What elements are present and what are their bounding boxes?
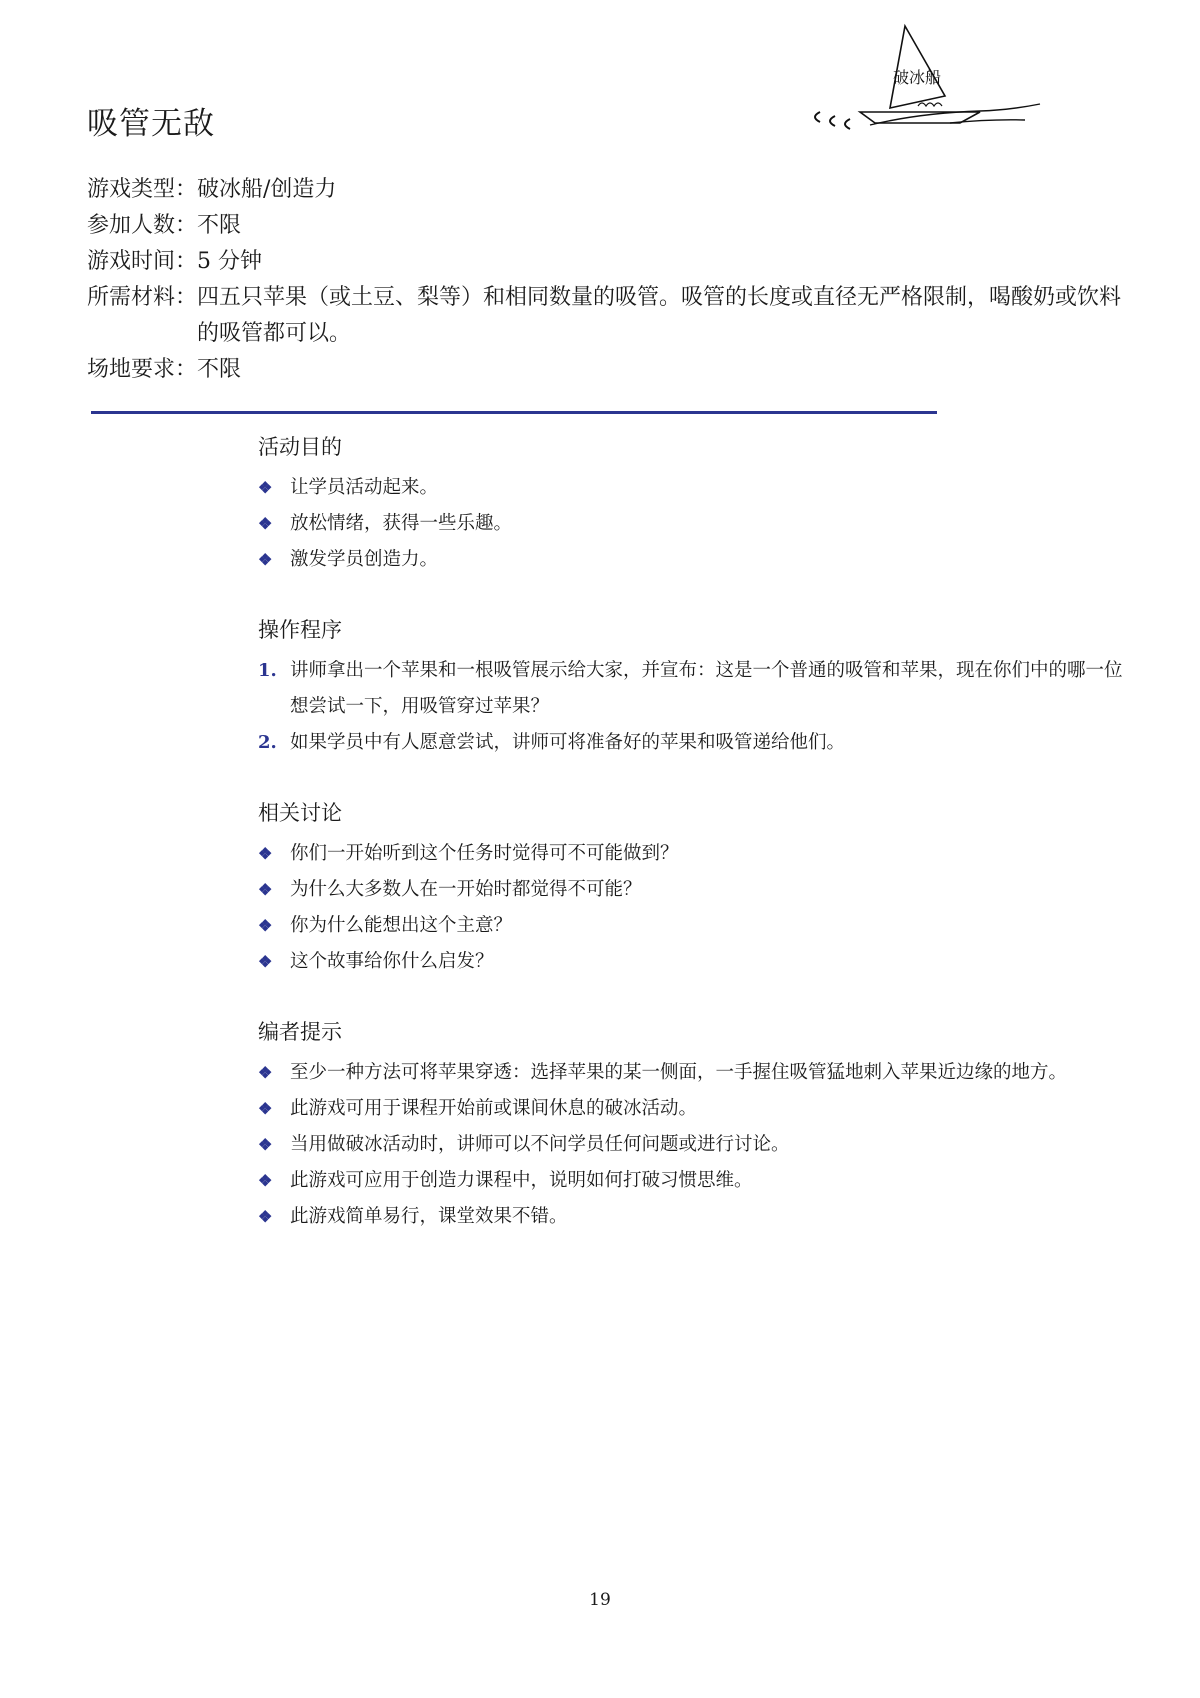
list-item [258, 1091, 1128, 1127]
diamond-bullet-icon: ❖ [258, 844, 273, 863]
page-number: 19 [589, 1590, 611, 1610]
list-item [258, 725, 1128, 761]
procedure-title: 操作程序 [258, 618, 342, 642]
list-item-text: 如果学员中有人愿意尝试，讲师可将准备好的苹果和吸管递给他们。 [290, 732, 846, 753]
purpose-title: 活动目的 [258, 435, 342, 459]
list-item-text: 激发学员创造力。 [290, 549, 439, 570]
list-item-text: 为什么大多数人在一开始时都觉得不可能？ [290, 879, 642, 900]
diamond-bullet-icon: ❖ [258, 1099, 273, 1118]
list-item-text: 你为什么能想出这个主意？ [290, 915, 513, 936]
list-item [258, 836, 1128, 872]
logo-text: 破冰船 [893, 68, 942, 87]
list-item-text: 至少一种方法可将苹果穿透：选择苹果的某一侧面，一手握住吸管猛地刺入苹果近边缘的地方。 [290, 1062, 1068, 1083]
list-item-text: 让学员活动起来。 [290, 477, 439, 498]
discussion-title: 相关讨论 [258, 801, 342, 825]
diamond-bullet-icon: ❖ [258, 916, 273, 935]
purpose-section [258, 432, 1128, 578]
boat-detail-icon [918, 103, 942, 106]
list-item-text: 讲师拿出一个苹果和一根吸管展示给大家，并宣布：这是一个普通的吸管和苹果，现在你们中的哪一位想尝试一下，用吸管穿过苹果？ [290, 660, 1123, 717]
list-item-text: 此游戏可应用于创造力课程中，说明如何打破习惯思维。 [290, 1170, 753, 1191]
procedure-section [258, 615, 1128, 761]
venue-row [87, 352, 1137, 388]
materials-label: 所需材料： [87, 285, 198, 310]
list-item-text: 放松情绪，获得一些乐趣。 [290, 513, 513, 534]
list-item [258, 944, 1128, 980]
list-item [258, 872, 1128, 908]
game-type-value: 破冰船/创造力 [197, 177, 337, 202]
list-item [258, 1163, 1128, 1199]
list-item [258, 1127, 1128, 1163]
participants-value: 不限 [197, 213, 242, 238]
section-divider [91, 411, 937, 414]
sail-icon [890, 26, 945, 108]
participants-label: 参加人数： [87, 213, 198, 238]
diamond-bullet-icon: ❖ [258, 550, 273, 569]
diamond-bullet-icon: ❖ [258, 1135, 273, 1154]
step-number: 1. [258, 660, 277, 681]
game-info [87, 172, 1137, 388]
diamond-bullet-icon: ❖ [258, 1063, 273, 1082]
diamond-bullet-icon: ❖ [258, 880, 273, 899]
venue-value: 不限 [197, 357, 242, 382]
venue-label: 场地要求： [87, 357, 198, 382]
list-item [258, 542, 1128, 578]
page-title: 吸管无敌 [87, 106, 215, 142]
list-item-text: 这个故事给你什么启发？ [290, 951, 494, 972]
diamond-bullet-icon: ❖ [258, 478, 273, 497]
list-item [258, 1055, 1128, 1091]
list-item [258, 1199, 1128, 1235]
materials-value: 四五只苹果（或土豆、梨等）和相同数量的吸管。吸管的长度或直径无严格限制，喝酸奶或饮料的吸管都可以。 [197, 285, 1122, 346]
step-number: 2. [258, 732, 277, 753]
icebreaker-boat-logo [800, 20, 1075, 145]
list-item [258, 653, 1128, 725]
game-type-row [87, 172, 1137, 208]
diamond-bullet-icon: ❖ [258, 1207, 273, 1226]
diamond-bullet-icon: ❖ [258, 1171, 273, 1190]
list-item [258, 908, 1128, 944]
main-content [258, 432, 1128, 1272]
game-type-label: 游戏类型： [87, 177, 198, 202]
list-item [258, 470, 1128, 506]
duration-value: 5 分钟 [197, 249, 263, 274]
diamond-bullet-icon: ❖ [258, 952, 273, 971]
duration-row [87, 244, 1137, 280]
duration-label: 游戏时间： [87, 249, 198, 274]
participants-row [87, 208, 1137, 244]
list-item-text: 此游戏简单易行，课堂效果不错。 [290, 1206, 568, 1227]
materials-row [87, 280, 1137, 352]
list-item-text: 当用做破冰活动时，讲师可以不问学员任何问题或进行讨论。 [290, 1134, 790, 1155]
wave-icon [815, 112, 850, 129]
list-item-text: 此游戏可用于课程开始前或课间休息的破冰活动。 [290, 1098, 698, 1119]
diamond-bullet-icon: ❖ [258, 514, 273, 533]
tips-section [258, 1017, 1128, 1235]
list-item-text: 你们一开始听到这个任务时觉得可不可能做到？ [290, 843, 679, 864]
list-item [258, 506, 1128, 542]
tips-title: 编者提示 [258, 1020, 342, 1044]
discussion-section [258, 798, 1128, 980]
